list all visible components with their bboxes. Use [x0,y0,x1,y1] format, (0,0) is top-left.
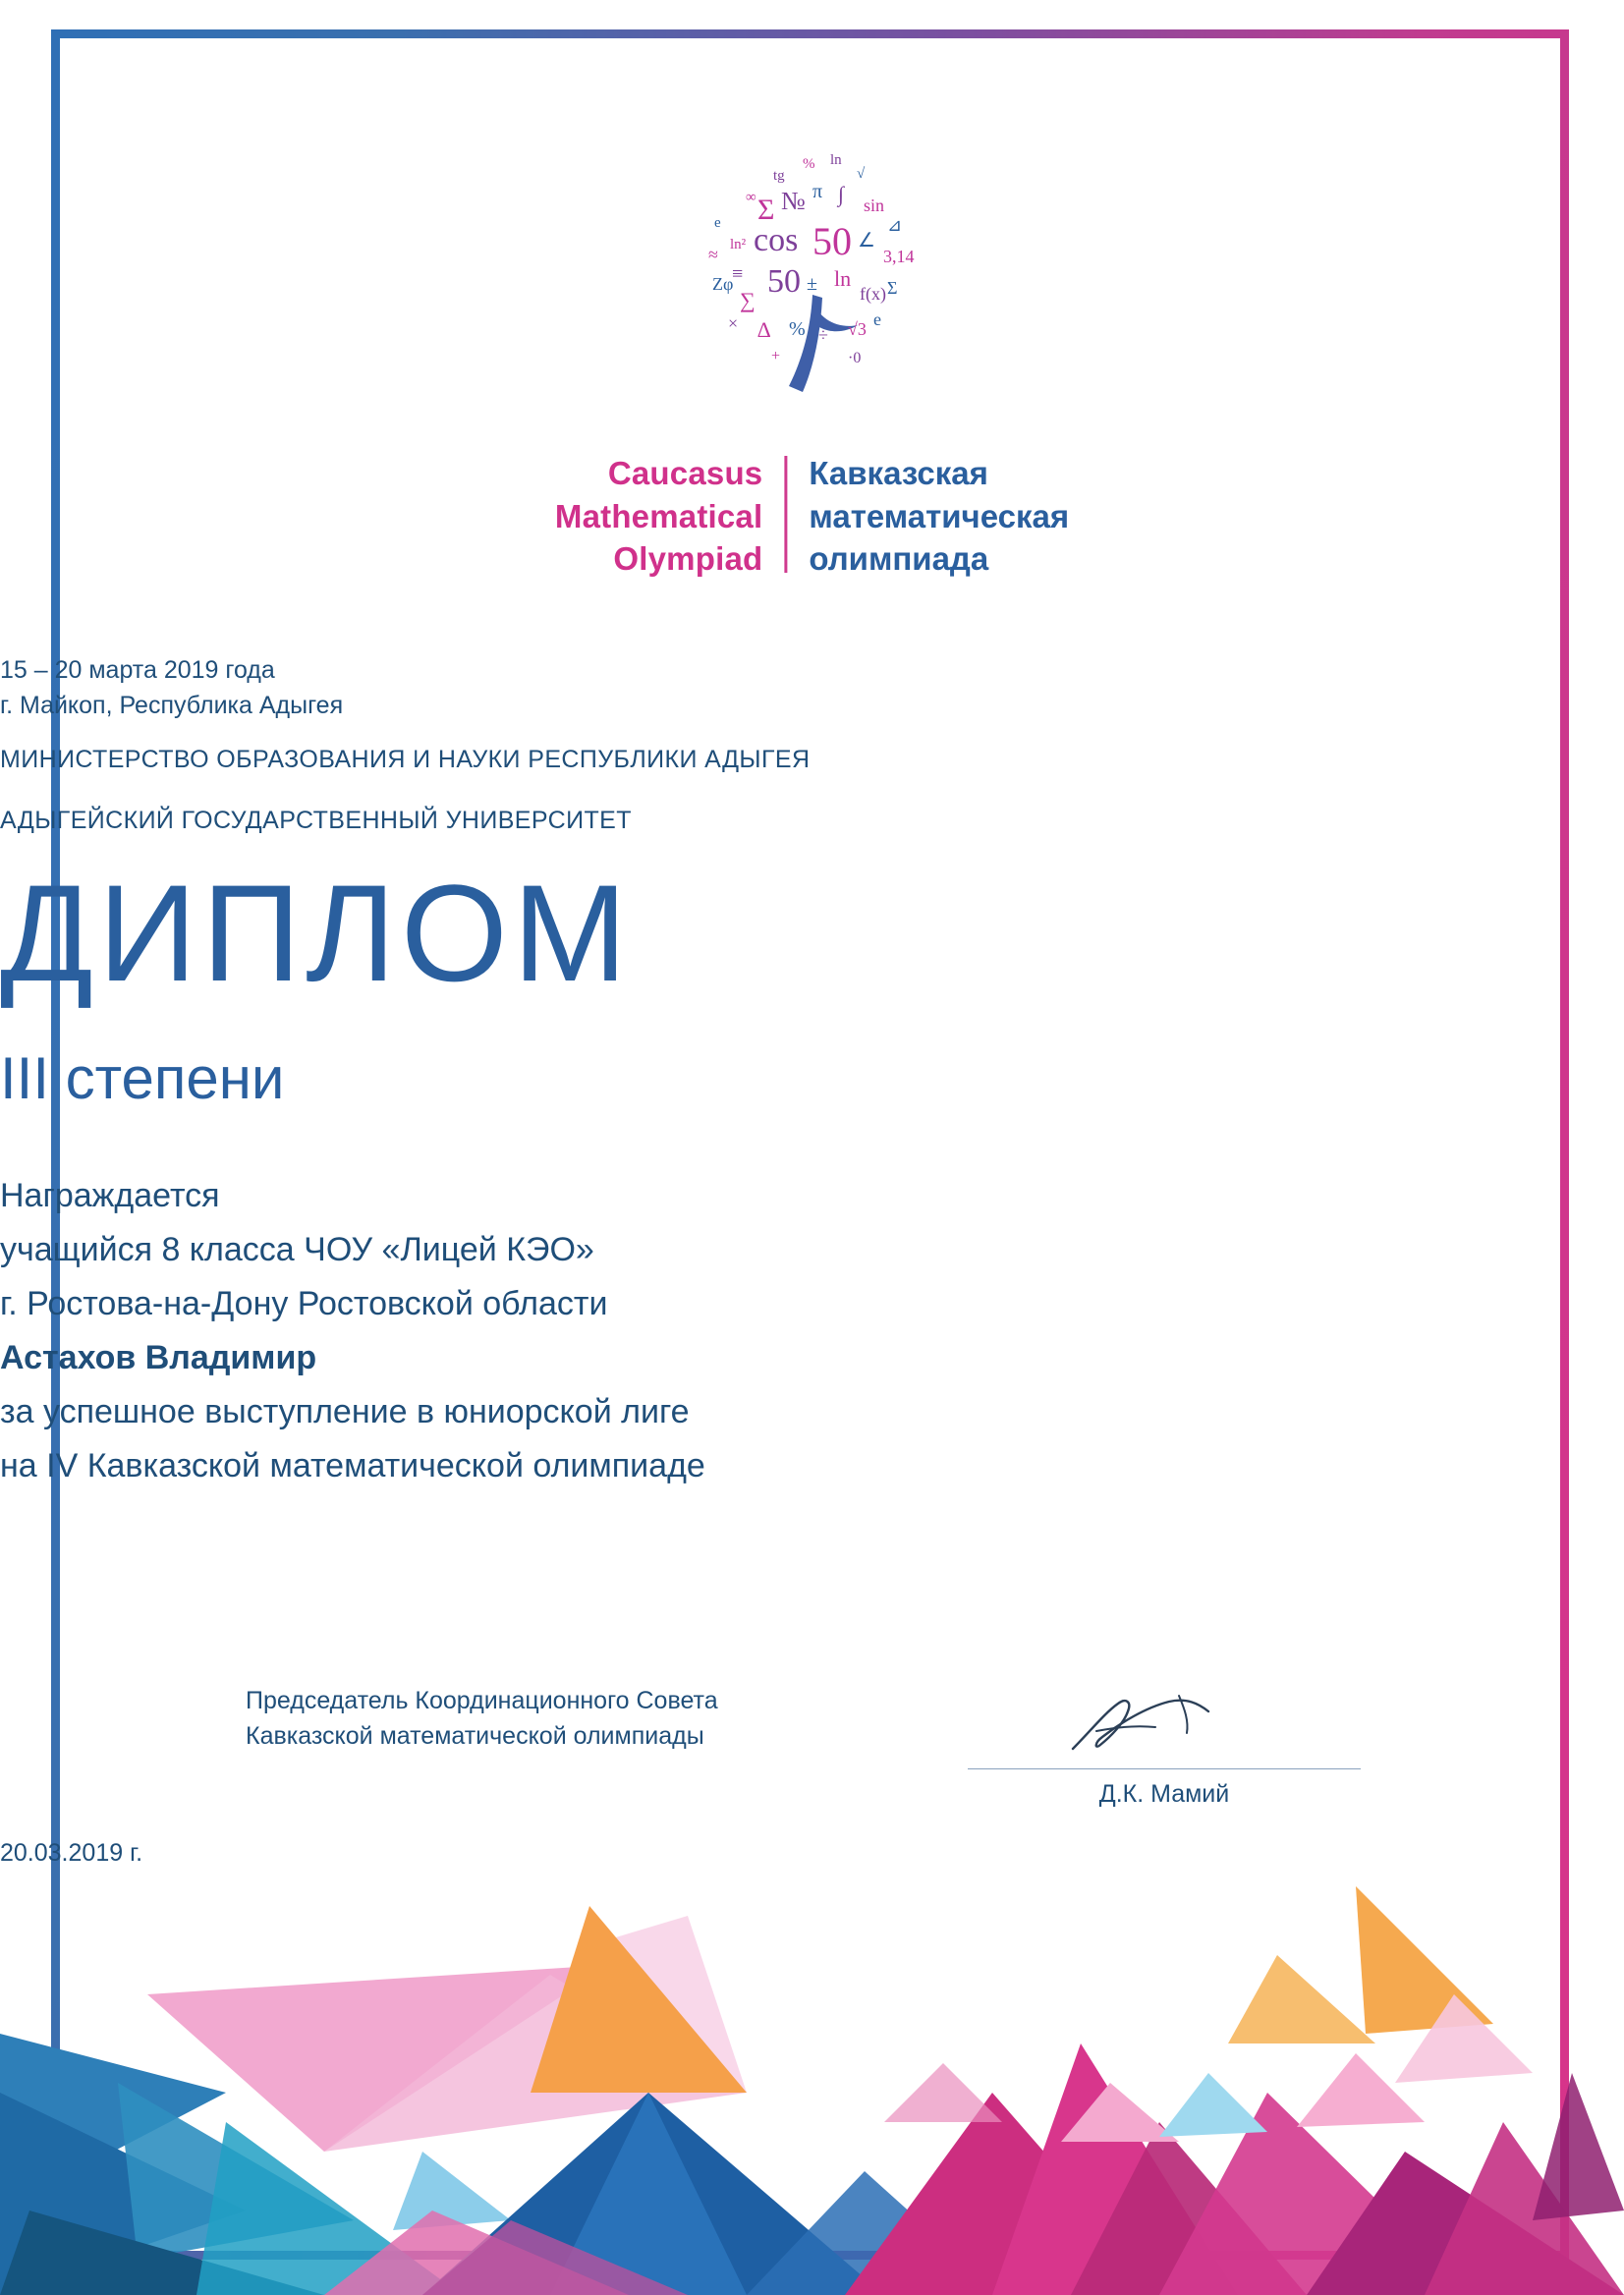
svg-text:3,14: 3,14 [882,247,914,266]
math-tree-logo-icon [655,133,970,418]
brand-ru-line-3: олимпиада [809,540,989,578]
signature-rule [968,1768,1361,1769]
award-line-1: Награждается [0,1177,220,1214]
svg-text:№: № [780,187,806,215]
event-dates: 15 – 20 марта 2019 года [0,656,275,684]
svg-text:∫: ∫ [837,182,844,206]
svg-text:Zφ: Zφ [711,274,733,294]
svg-text:ln²: ln² [729,237,746,252]
svg-text:sin: sin [863,196,884,215]
svg-text:≡: ≡ [731,263,743,285]
svg-text:cos: cos [753,222,798,258]
svg-text:e: e [713,215,721,231]
brand-ru-line-2: математическая [809,497,1070,534]
svg-text:⊿: ⊿ [886,215,902,235]
svg-text:ln: ln [833,266,851,291]
svg-text:∑: ∑ [739,288,756,312]
svg-text:×: × [727,313,738,333]
organizer-ministry: МИНИСТЕРСТВО ОБРАЗОВАНИЯ И НАУКИ РЕСПУБЛИКИ АДЫГЕЯ [0,746,811,773]
brand-ru-line-1: Кавказская [809,455,988,491]
award-text [0,1169,1624,1493]
signatory-role-line-1: Председатель Координационного Совета [246,1687,718,1714]
award-line-5: на IV Кавказской математической олимпиаде [0,1447,705,1485]
svg-text:Σ: Σ [756,194,774,226]
brand-english [555,452,762,581]
event-info [0,653,1624,723]
issue-date: 20.03.2019 г. [0,1839,143,1867]
event-place: г. Майкоп, Республика Адыгея [0,691,344,719]
signatory-name: Д.К. Мамий [1098,1780,1230,1808]
diploma-degree: III степени [0,1045,285,1111]
brand-lockup [555,452,1069,581]
svg-text:π: π [812,181,822,202]
svg-text:∞: ∞ [745,190,756,205]
svg-text:√: √ [856,166,865,182]
page-title: ДИПЛОМ [0,856,633,1010]
organizer-university: АДЫГЕЙСКИЙ ГОСУДАРСТВЕННЫЙ УНИВЕРСИТЕТ [0,806,632,834]
brand-en-line-2: Mathematical [554,497,763,534]
svg-text:e: e [872,309,881,329]
svg-text:50: 50 [766,263,801,300]
signatory-role [246,1683,718,1755]
svg-text:·0: ·0 [847,350,861,366]
award-line-2: учащийся 8 класса ЧОУ «Лицей КЭО» [0,1231,594,1269]
signatory-role-line-2: Кавказской математической олимпиады [246,1722,704,1751]
award-line-4: за успешное выступление в юниорской лиге [0,1393,690,1431]
svg-text:√3: √3 [847,319,867,339]
brand-russian [809,452,1069,581]
organizers [0,747,1624,834]
handwritten-signature-icon [1061,1688,1258,1766]
award-line-3: г. Ростова-на-Дону Ростовской области [0,1285,608,1323]
svg-text:50: 50 [812,219,852,263]
svg-text:∠: ∠ [857,230,875,252]
svg-text:±: ± [806,273,817,295]
svg-text:%: % [802,156,814,172]
svg-text:ln: ln [829,152,842,168]
brand-en-line-1: Caucasus [607,455,763,491]
svg-text:%: % [788,318,806,340]
brand-divider [784,456,787,573]
recipient-name: Астахов Владимир [0,1339,317,1377]
svg-text:tg: tg [772,168,785,184]
svg-text:÷: ÷ [817,325,828,345]
svg-text:∆: ∆ [756,317,770,342]
svg-text:+: + [770,348,780,364]
brand-en-line-3: Olympiad [613,540,763,578]
svg-text:f(x): f(x) [859,284,886,304]
svg-text:Σ: Σ [886,278,897,298]
svg-text:≈: ≈ [707,245,718,264]
